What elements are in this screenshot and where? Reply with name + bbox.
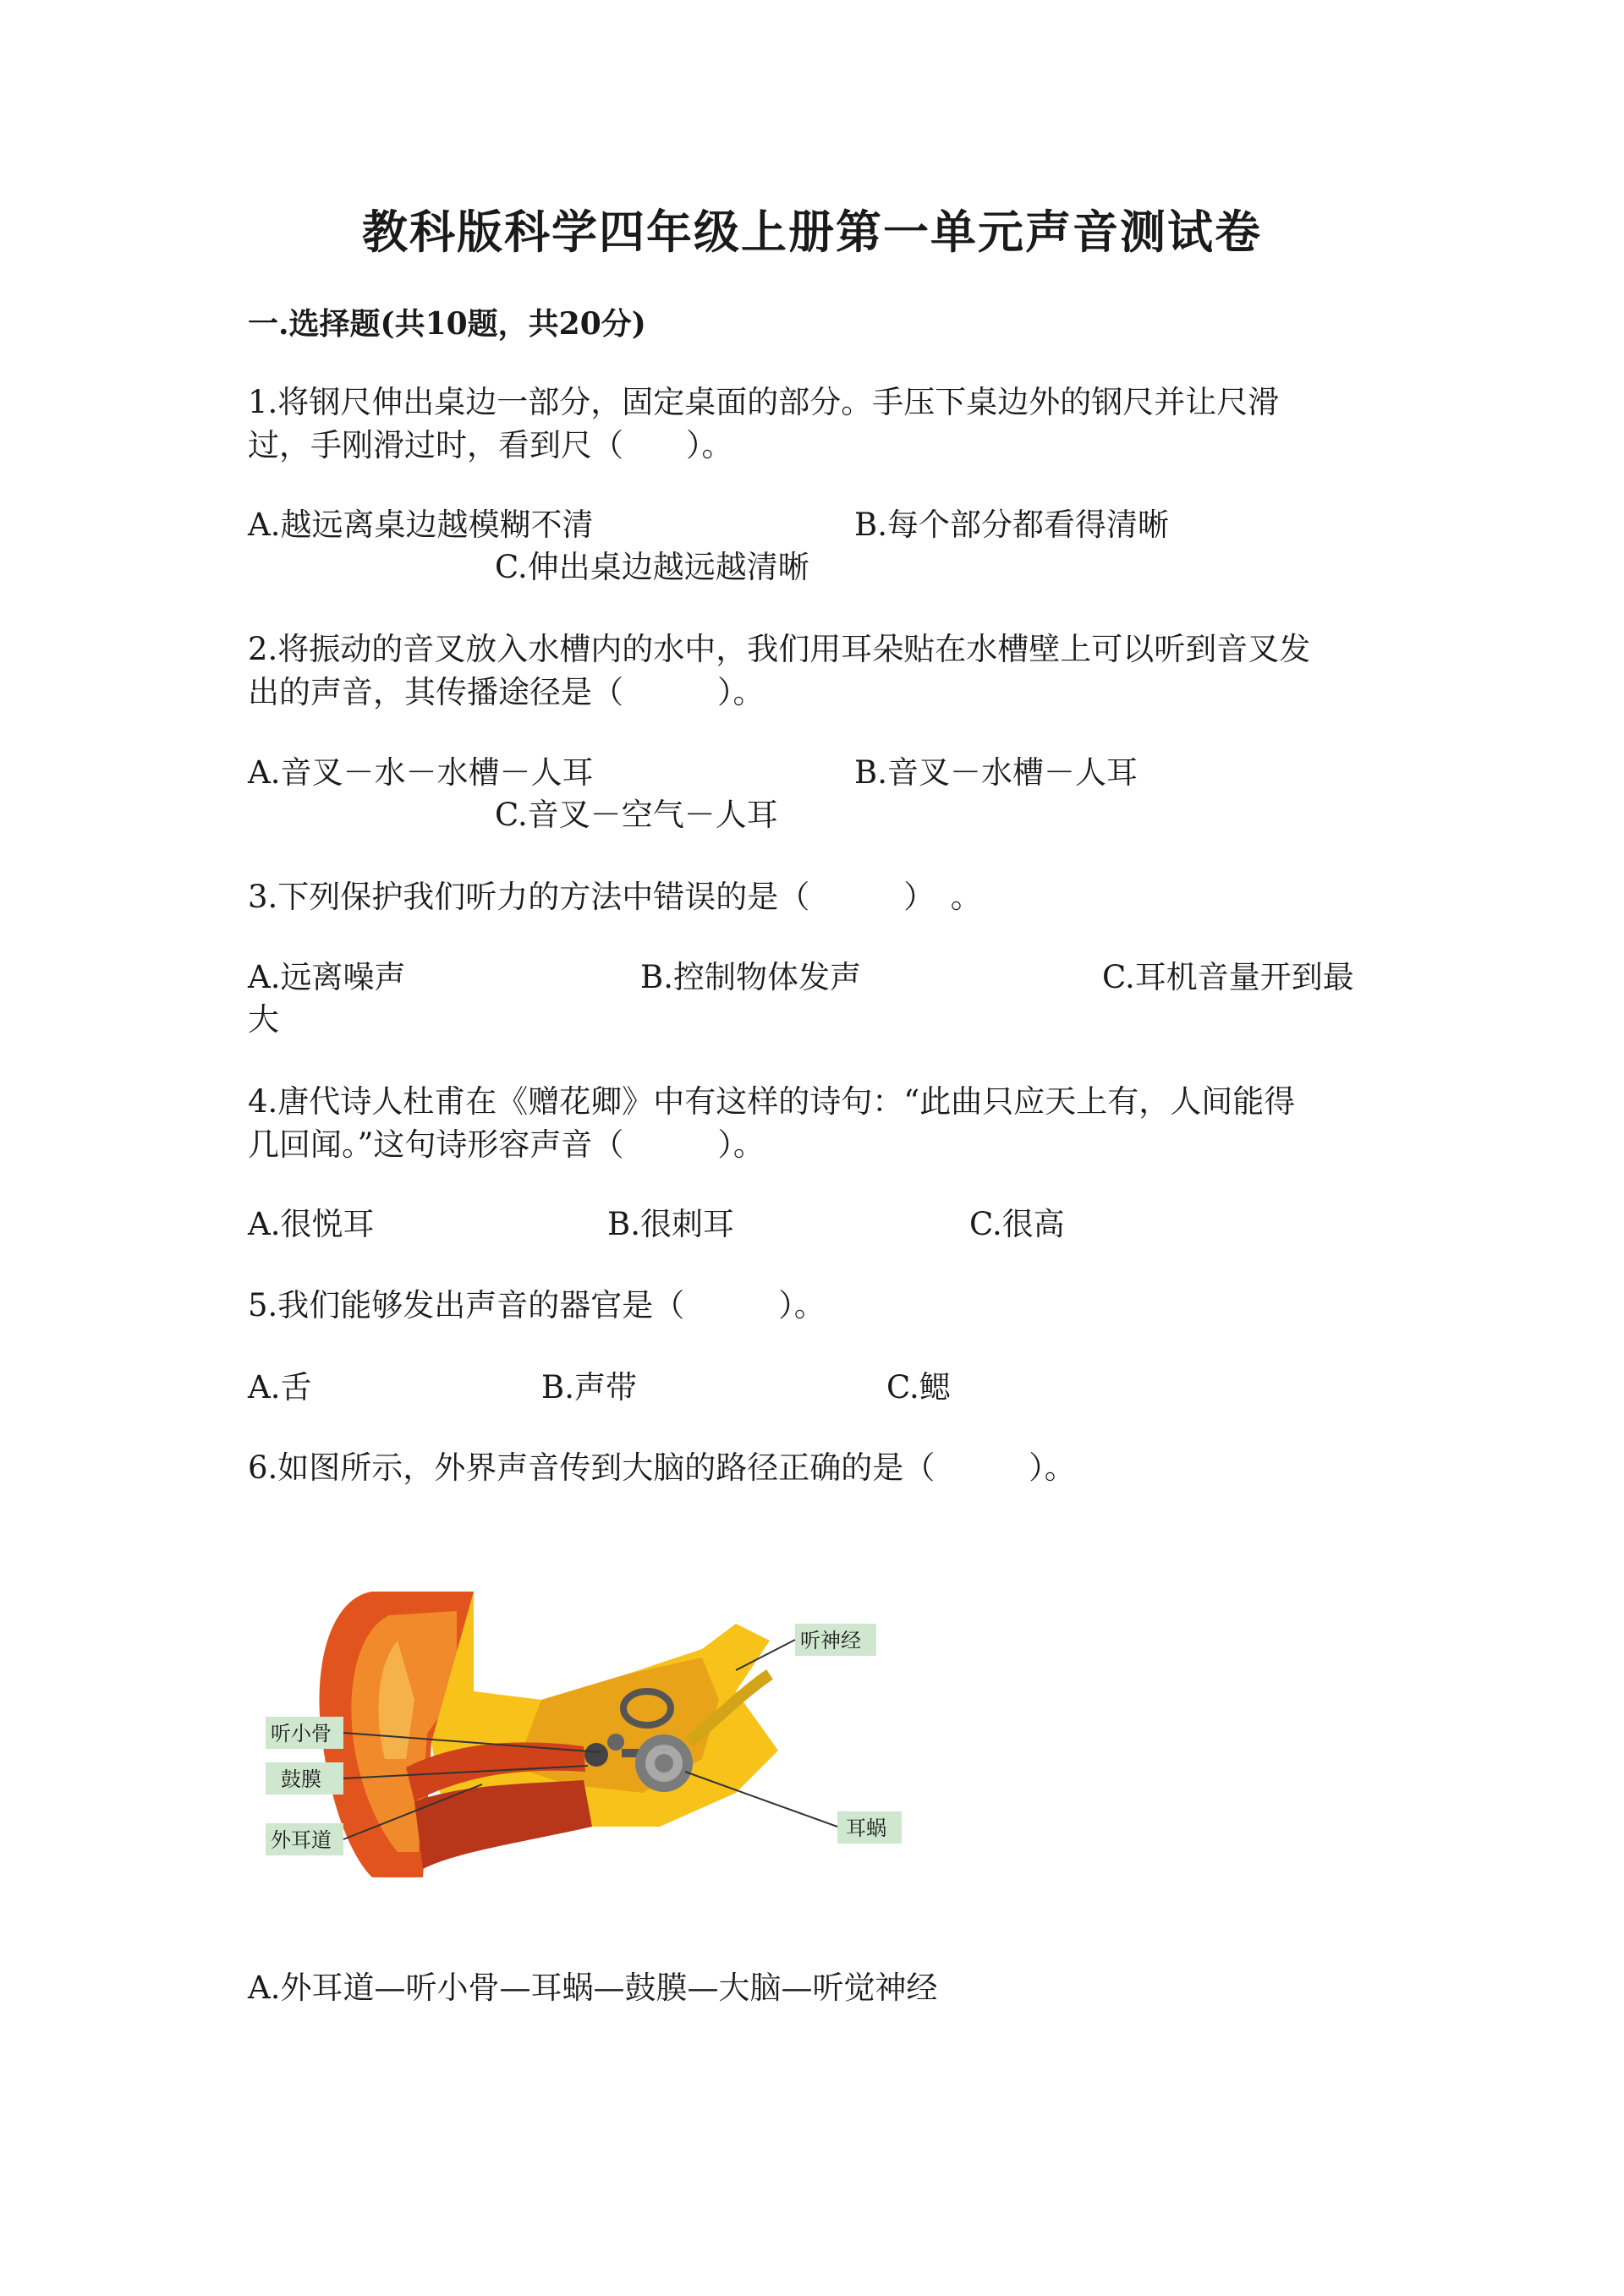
question-1 (248, 381, 1381, 467)
question-line: 几回闻。”这句诗形容声音（ ）。 (248, 1126, 765, 1163)
question-5 (248, 1284, 1381, 1327)
question-line: 出的声音，其传播途径是（ ）。 (248, 674, 765, 710)
ossicle (607, 1734, 624, 1751)
page-title: 教科版科学四年级上册第一单元声音测试卷 (362, 205, 1262, 259)
q4-option-c: C.很高 (969, 1206, 1065, 1242)
q5-option-a: A.舌 (248, 1369, 312, 1406)
q3-option-b: B.控制物体发声 (640, 959, 861, 995)
label-eardrum: 鼓膜 (281, 1767, 321, 1791)
q2-option-c: C.音叉－空气－人耳 (495, 797, 778, 833)
q4-option-a: A.很悦耳 (248, 1206, 375, 1242)
label-cochlea: 耳蜗 (846, 1817, 886, 1840)
section-heading: 一.选择题(共10题，共20分) (248, 306, 646, 342)
q6-option-a: A.外耳道—听小骨—耳蜗—鼓膜—大脑—听觉神经 (248, 1970, 938, 2006)
q1-option-b: B.每个部分都看得清晰 (854, 507, 1169, 543)
question-line: 2.将振动的音叉放入水槽内的水中，我们用耳朵贴在水槽壁上可以听到音叉发 (248, 631, 1311, 667)
q1-option-c: C.伸出桌边越远越清晰 (495, 549, 809, 585)
q3-option-c: C.耳机音量开到最 (1102, 959, 1354, 995)
q2-option-a: A.音叉－水－水槽－人耳 (248, 754, 594, 791)
label-ossicles: 听小骨 (271, 1722, 332, 1745)
question-line: 过，手刚滑过时，看到尺（ ）。 (248, 427, 733, 463)
question-line: 1.将钢尺伸出桌边一部分，固定桌面的部分。手压下桌边外的钢尺并让尺滑 (248, 384, 1280, 420)
q4-option-b: B.很刺耳 (607, 1206, 734, 1242)
question-line: 4.唐代诗人杜甫在《赠花卿》中有这样的诗句：“此曲只应天上有，人间能得 (248, 1083, 1296, 1120)
label-auditory-nerve: 听神经 (800, 1629, 861, 1652)
question-line: 5.我们能够发出声音的器官是（ ）。 (248, 1287, 826, 1323)
q3-option-a: A.远离噪声 (248, 959, 406, 995)
ear-illustration (262, 1573, 922, 1894)
label-ear-canal: 外耳道 (271, 1828, 332, 1852)
question-line: 6.如图所示，外界声音传到大脑的路径正确的是（ ）。 (248, 1449, 1076, 1486)
ossicle (622, 1749, 639, 1757)
q1-option-a: A.越远离桌边越模糊不清 (248, 507, 594, 543)
question-6 (248, 1446, 1381, 1489)
ear-canal-lower (414, 1780, 592, 1869)
question-3 (248, 875, 1381, 918)
q2-option-b: B.音叉－水槽－人耳 (854, 754, 1138, 791)
ossicle (584, 1743, 608, 1767)
question-line: 3.下列保护我们听力的方法中错误的是（ ） 。 (248, 879, 982, 915)
q5-option-c: C.鳃 (886, 1369, 951, 1406)
question-2 (248, 627, 1381, 714)
question-4 (248, 1080, 1381, 1166)
q5-option-b: B.声带 (541, 1369, 637, 1406)
q3-option-c-wrap: 大 (248, 1001, 279, 1038)
ear-diagram (262, 1573, 922, 1894)
